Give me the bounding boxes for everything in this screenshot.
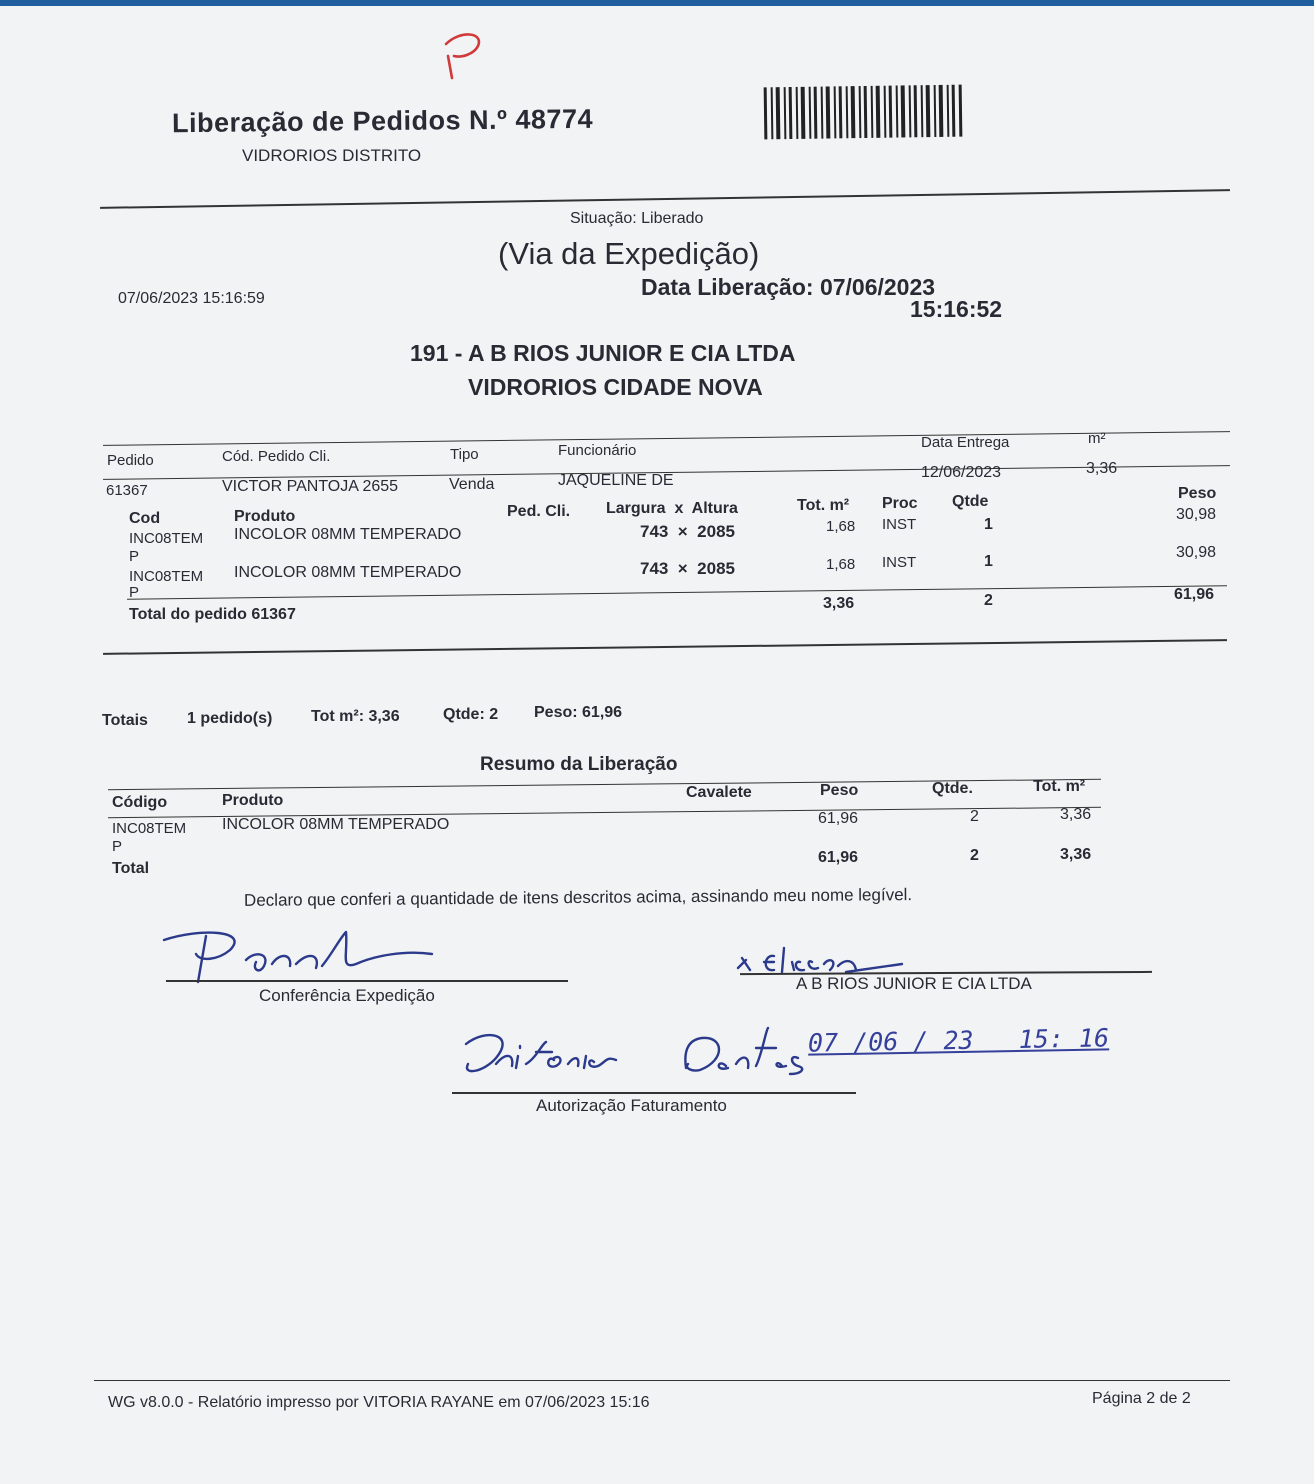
col-tot-m2: Tot. m² [797,497,850,514]
col-cod-pedido-cli: Cód. Pedido Cli. [222,448,331,465]
item-cod-cont: P [129,584,140,601]
resumo-total-label: Total [112,860,150,877]
resumo-col-produto: Produto [222,792,284,809]
col-peso: Peso [1178,485,1217,502]
item-dimensions: 743 × 2085 [640,559,736,578]
col-m2: m² [1088,430,1106,447]
order-tipo: Venda [449,476,495,493]
via-label: (Via da Expedição) [498,236,760,271]
resumo-tot-m2: 3,36 [1060,806,1092,823]
handwritten-date: 07 /06 / 23 15: 16 [807,1023,1110,1058]
red-pen-mark-icon [440,28,500,88]
declaration-text: Declaro que conferi a quantidade de itens descritos acima, assinando meu nome legível. [243,885,913,910]
item-qtde: 1 [984,553,993,570]
totais-pedidos: 1 pedido(s) [187,710,273,727]
signature-autorizacao-icon [456,1024,846,1094]
col-qtde: Qtde [952,493,989,510]
order-total-qtde: 2 [984,592,993,609]
resumo-codigo: INC08TEM [112,820,187,837]
totais-qtde: Qtde: 2 [443,706,499,723]
item-dimensions: 743 × 2085 [640,522,736,541]
col-data-entrega: Data Entrega [921,434,1010,451]
barcode-icon [764,85,965,140]
signature-conferencia-icon [160,924,460,994]
resumo-peso: 61,96 [818,810,859,827]
order-data-entrega: 12/06/2023 [921,464,1002,481]
order-cod-pedido-cli: VICTOR PANTOJA 2655 [222,478,399,495]
resumo-col-cavalete: Cavalete [686,784,752,801]
col-cod: Cod [129,510,161,527]
totais-m2: Tot m²: 3,36 [311,708,400,725]
order-pedido: 61367 [106,482,148,499]
divider [127,585,1227,599]
col-proc: Proc [882,495,918,512]
resumo-total-qtde: 2 [970,847,979,864]
totais-label: Totais [102,712,148,729]
divider [103,431,1230,446]
footer-printed-by: WG v8.0.0 - Relatório impresso por VITORIA RAYANE em 07/06/2023 15:16 [108,1394,650,1411]
data-liberacao: Data Liberação: 07/06/2023 [641,274,936,300]
client-name: 191 - A B RIOS JUNIOR E CIA LTDA [410,340,796,366]
item-peso: 30,98 [1176,544,1217,561]
situacao: Situação: Liberado [570,210,704,227]
col-tipo: Tipo [450,446,479,463]
resumo-codigo-cont: P [112,838,123,855]
issuer-company: VIDRORIOS DISTRITO [242,146,422,165]
totais-peso: Peso: 61,96 [534,704,623,721]
item-tot-m2: 1,68 [826,518,856,535]
item-produto: INCOLOR 08MM TEMPERADO [234,564,462,581]
data-liberacao-time: 15:16:52 [910,296,1003,322]
order-total-label: Total do pedido 61367 [129,606,296,623]
col-funcionario: Funcionário [558,442,637,459]
signature-line [452,1092,856,1094]
document-page [0,6,1314,1484]
resumo-col-tot-m2: Tot. m² [1033,778,1086,795]
resumo-col-codigo: Código [112,794,168,811]
conferencia-label: Conferência Expedição [259,986,435,1005]
resumo-total-peso: 61,96 [818,849,859,866]
printed-datetime: 07/06/2023 15:16:59 [118,290,265,307]
item-cod: INC08TEM [129,530,204,547]
footer-divider [94,1380,1230,1381]
client-signature-label: A B RIOS JUNIOR E CIA LTDA [796,974,1032,993]
divider [100,189,1230,209]
divider [103,639,1227,655]
item-produto: INCOLOR 08MM TEMPERADO [234,526,462,543]
resumo-qtde: 2 [970,808,979,825]
order-m2: 3,36 [1086,460,1118,477]
item-cod: INC08TEM [129,568,204,585]
autorizacao-label: Autorização Faturamento [536,1096,727,1115]
col-ped-cli: Ped. Cli. [507,503,571,520]
order-funcionario: JAQUELINE DE [558,472,674,489]
document-title: Liberação de Pedidos N.º 48774 [171,103,594,139]
item-qtde: 1 [984,516,993,533]
item-proc: INST [882,554,917,571]
col-produto: Produto [234,508,296,525]
item-tot-m2: 1,68 [826,556,856,573]
item-peso: 30,98 [1176,506,1217,523]
signature-line [166,980,568,982]
order-total-peso: 61,96 [1174,586,1215,603]
resumo-total-m2: 3,36 [1060,846,1092,863]
client-branch: VIDRORIOS CIDADE NOVA [468,374,763,400]
order-total-m2: 3,36 [823,595,855,612]
resumo-col-qtde: Qtde. [932,780,973,797]
col-largura-altura: Largura x Altura [606,500,738,517]
col-pedido: Pedido [107,452,154,469]
item-proc: INST [882,516,917,533]
resumo-title: Resumo da Liberação [480,754,678,775]
resumo-col-peso: Peso [820,782,859,799]
item-cod-cont: P [129,548,140,565]
resumo-produto: INCOLOR 08MM TEMPERADO [222,816,450,833]
footer-page-number: Página 2 de 2 [1092,1390,1191,1407]
